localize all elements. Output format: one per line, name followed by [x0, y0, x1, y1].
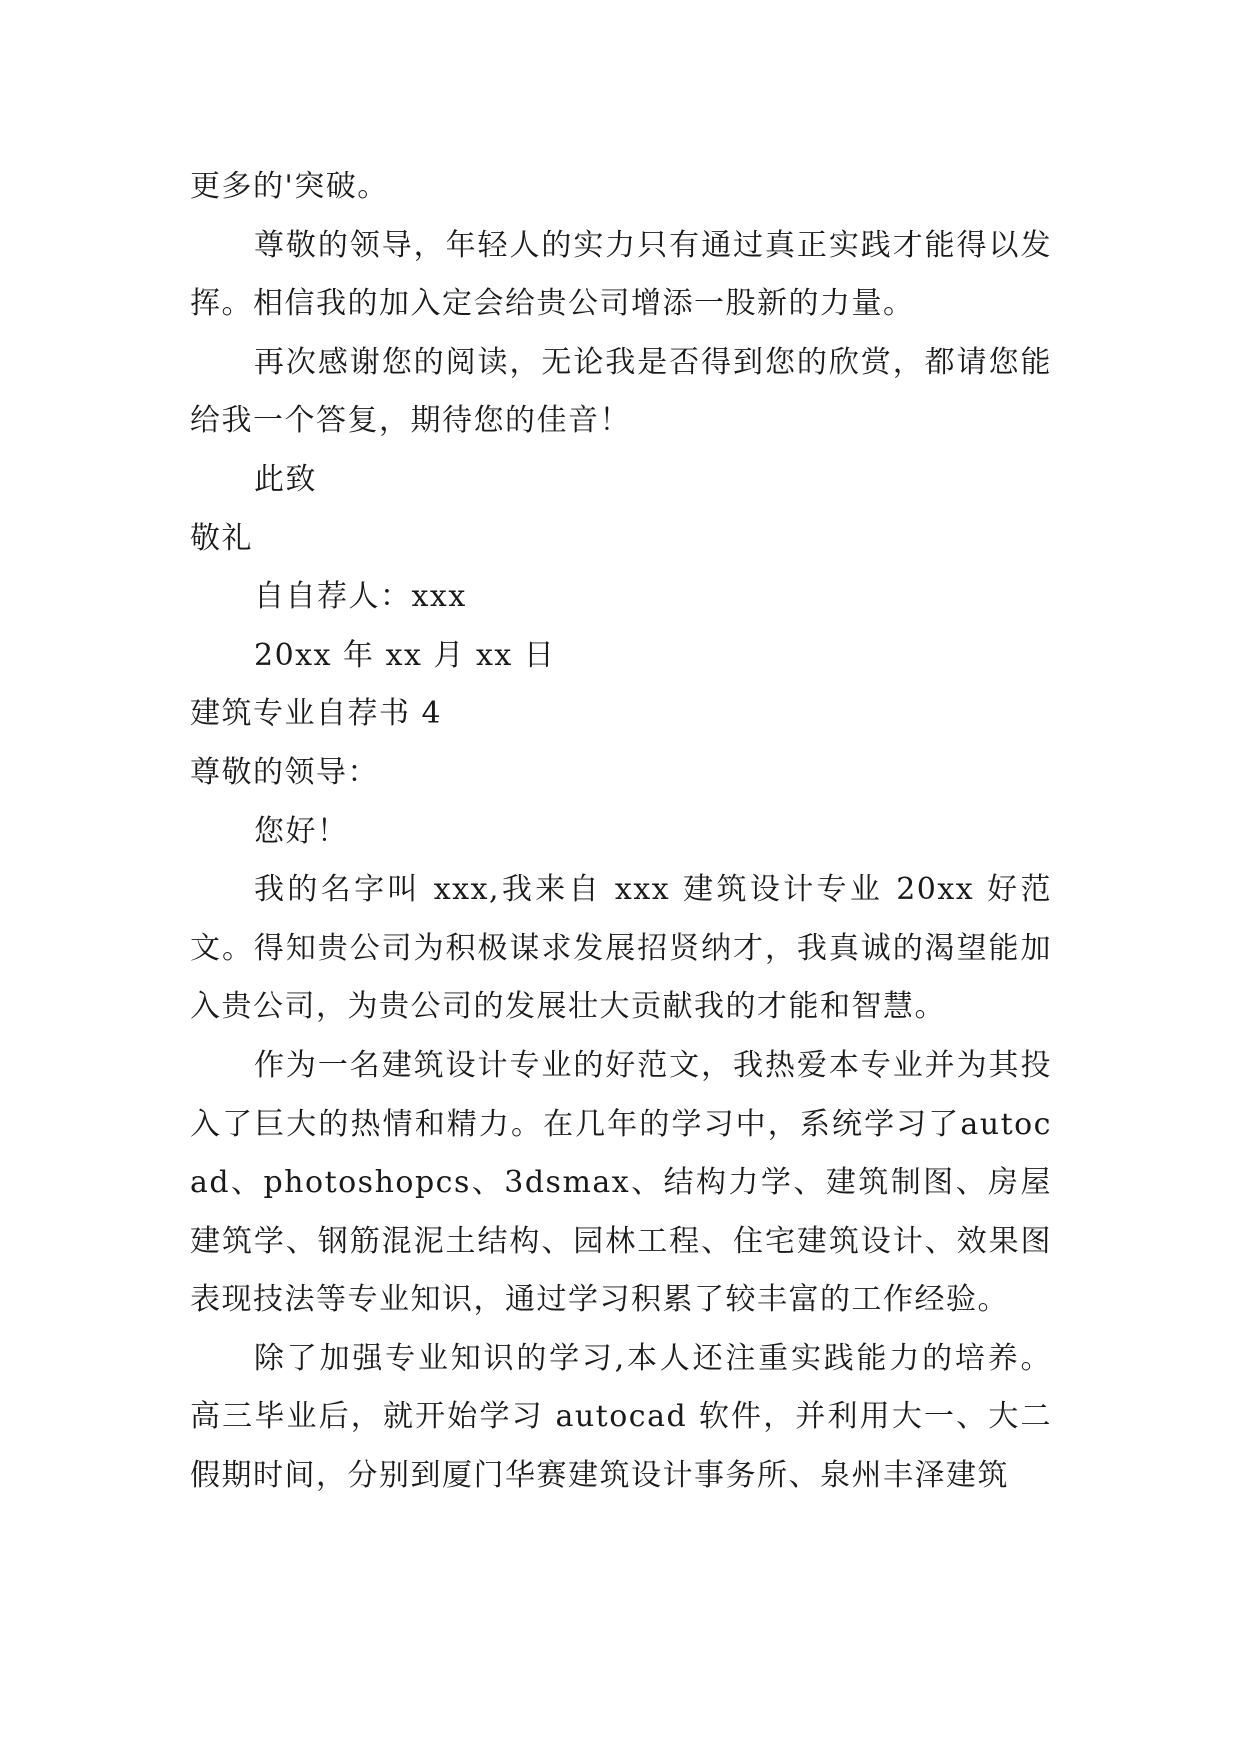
paragraph-introduction: 我的名字叫 xxx,我来自 xxx 建筑设计专业 20xx 好范文。得知贵公司为积极谋求发展招贤纳才，我真诚的渴望能加入贵公司，为贵公司的发展壮大贡献我的才能和智慧。 — [190, 872, 1052, 1025]
paragraph-studies: 作为一名建筑设计专业的好范文，我热爱本专业并为其投入了巨大的热情和精力。在几年的学习中，系统学习了autocad、photoshopcs、3dsmax、结构力学、建筑制图、房屋建筑学、钢筋混泥土结构、园林工程、住宅建筑设计、效果图表现技法等专业知识，通过学习积累了较丰富的工作经验。 — [190, 1047, 1052, 1318]
salutation-jingli: 敬礼 — [190, 520, 253, 556]
section-heading: 建筑专业自荐书 4 — [190, 696, 443, 732]
document-body — [190, 158, 1052, 1506]
paragraph-closing-appeal: 尊敬的领导，年轻人的实力只有通过真正实践才能得以发挥。相信我的加入定会给贵公司增添一股新的力量。 — [190, 227, 1052, 322]
paragraph-practice: 除了加强专业知识的学习,本人还注重实践能力的培养。高三毕业后，就开始学习 autocad 软件，并利用大一、大二假期时间，分别到厦门华赛建筑设计事务所、泉州丰泽建筑 — [190, 1340, 1052, 1494]
greeting-hello: 您好！ — [254, 813, 349, 849]
date-line: 20xx 年 xx 月 xx 日 — [254, 637, 556, 673]
paragraph-thanks: 再次感谢您的阅读，无论我是否得到您的欣赏，都请您能给我一个答复，期待您的佳音！ — [190, 344, 1052, 439]
greeting-recipient: 尊敬的领导： — [190, 754, 379, 790]
signature-line: 自自荐人：xxx — [254, 579, 467, 615]
salutation-cizhi: 此致 — [254, 461, 317, 497]
paragraph-continuation: 更多的'突破。 — [190, 169, 389, 204]
